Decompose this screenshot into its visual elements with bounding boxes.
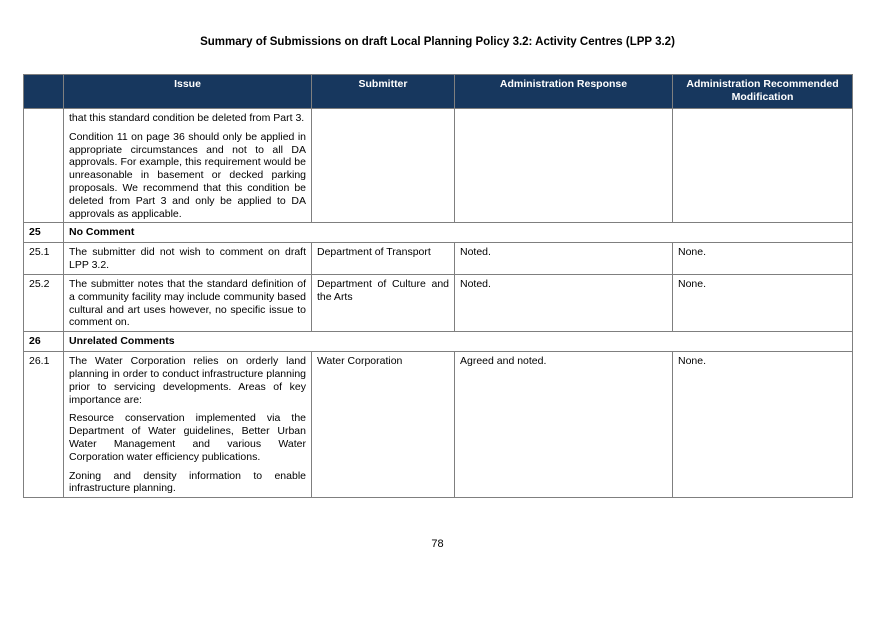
document-title: Summary of Submissions on draft Local Planning Policy 3.2: Activity Centres (LPP 3.2): [200, 36, 675, 48]
modification-cell: None.: [673, 243, 853, 275]
response-cell: Noted.: [455, 243, 673, 275]
header-number: [24, 75, 64, 109]
table-row: [24, 352, 853, 498]
header-issue: Issue: [64, 75, 312, 109]
submitter-cell: Department of Transport: [312, 243, 455, 275]
submitter-cell: Department of Culture and the Arts: [312, 274, 455, 331]
table-row: [24, 274, 853, 331]
modification-cell: None.: [673, 352, 853, 498]
issue-paragraph: Resource conservation implemented via the Department of Water guidelines, Better Urban Water Management and various Water Corporation water efficiency publications.: [69, 412, 306, 463]
header-submitter: Submitter: [312, 75, 455, 109]
submitter-cell: [312, 109, 455, 223]
response-cell: Agreed and noted.: [455, 352, 673, 498]
issue-cell: [64, 352, 312, 498]
page-number: 78: [431, 538, 444, 550]
header-administration-response: Administration Response: [455, 75, 673, 109]
issue-paragraph: Zoning and density information to enable infrastructure planning.: [69, 469, 306, 495]
submissions-table: [23, 74, 853, 498]
response-cell: [455, 109, 673, 223]
submitter-cell: Water Corporation: [312, 352, 455, 498]
table-header-row: [24, 75, 853, 109]
section-label: Unrelated Comments: [64, 332, 853, 352]
row-number: [24, 109, 64, 223]
table-row: [24, 109, 853, 223]
response-cell: Noted.: [455, 274, 673, 331]
issue-paragraph: that this standard condition be deleted from Part 3.: [69, 112, 305, 124]
section-label: No Comment: [64, 223, 853, 243]
table-row: [24, 243, 853, 275]
section-number: 25: [24, 223, 64, 243]
issue-paragraph: The Water Corporation relies on orderly land planning in order to conduct infrastructure planning prior to servicing developments. Areas of key importance are:: [69, 355, 306, 406]
header-recommended-modification: Administration Recommended Modification: [673, 75, 853, 109]
row-number: 25.1: [24, 243, 64, 275]
issue-paragraph: Condition 11 on page 36 should only be applied in appropriate circumstances and not to all DA approvals. For example, this requirement would be unreasonable in basement or decked parking proposals. We recommend that this condition be deleted from Part 3 and only be applied to DA approvals as applicable.: [69, 130, 306, 220]
row-number: 26.1: [24, 352, 64, 498]
issue-cell: [64, 243, 312, 275]
issue-cell: [64, 109, 312, 223]
section-row: [24, 332, 853, 352]
issue-paragraph: The submitter notes that the standard definition of a community facility may include community based cultural and art uses however, no specific issue to comment on.: [69, 277, 306, 329]
modification-cell: [673, 109, 853, 223]
issue-cell: [64, 274, 312, 331]
row-number: 25.2: [24, 274, 64, 331]
issue-paragraph: The submitter did not wish to comment on draft LPP 3.2.: [69, 246, 306, 272]
section-number: 26: [24, 332, 64, 352]
section-row: [24, 223, 853, 243]
modification-cell: None.: [673, 274, 853, 331]
